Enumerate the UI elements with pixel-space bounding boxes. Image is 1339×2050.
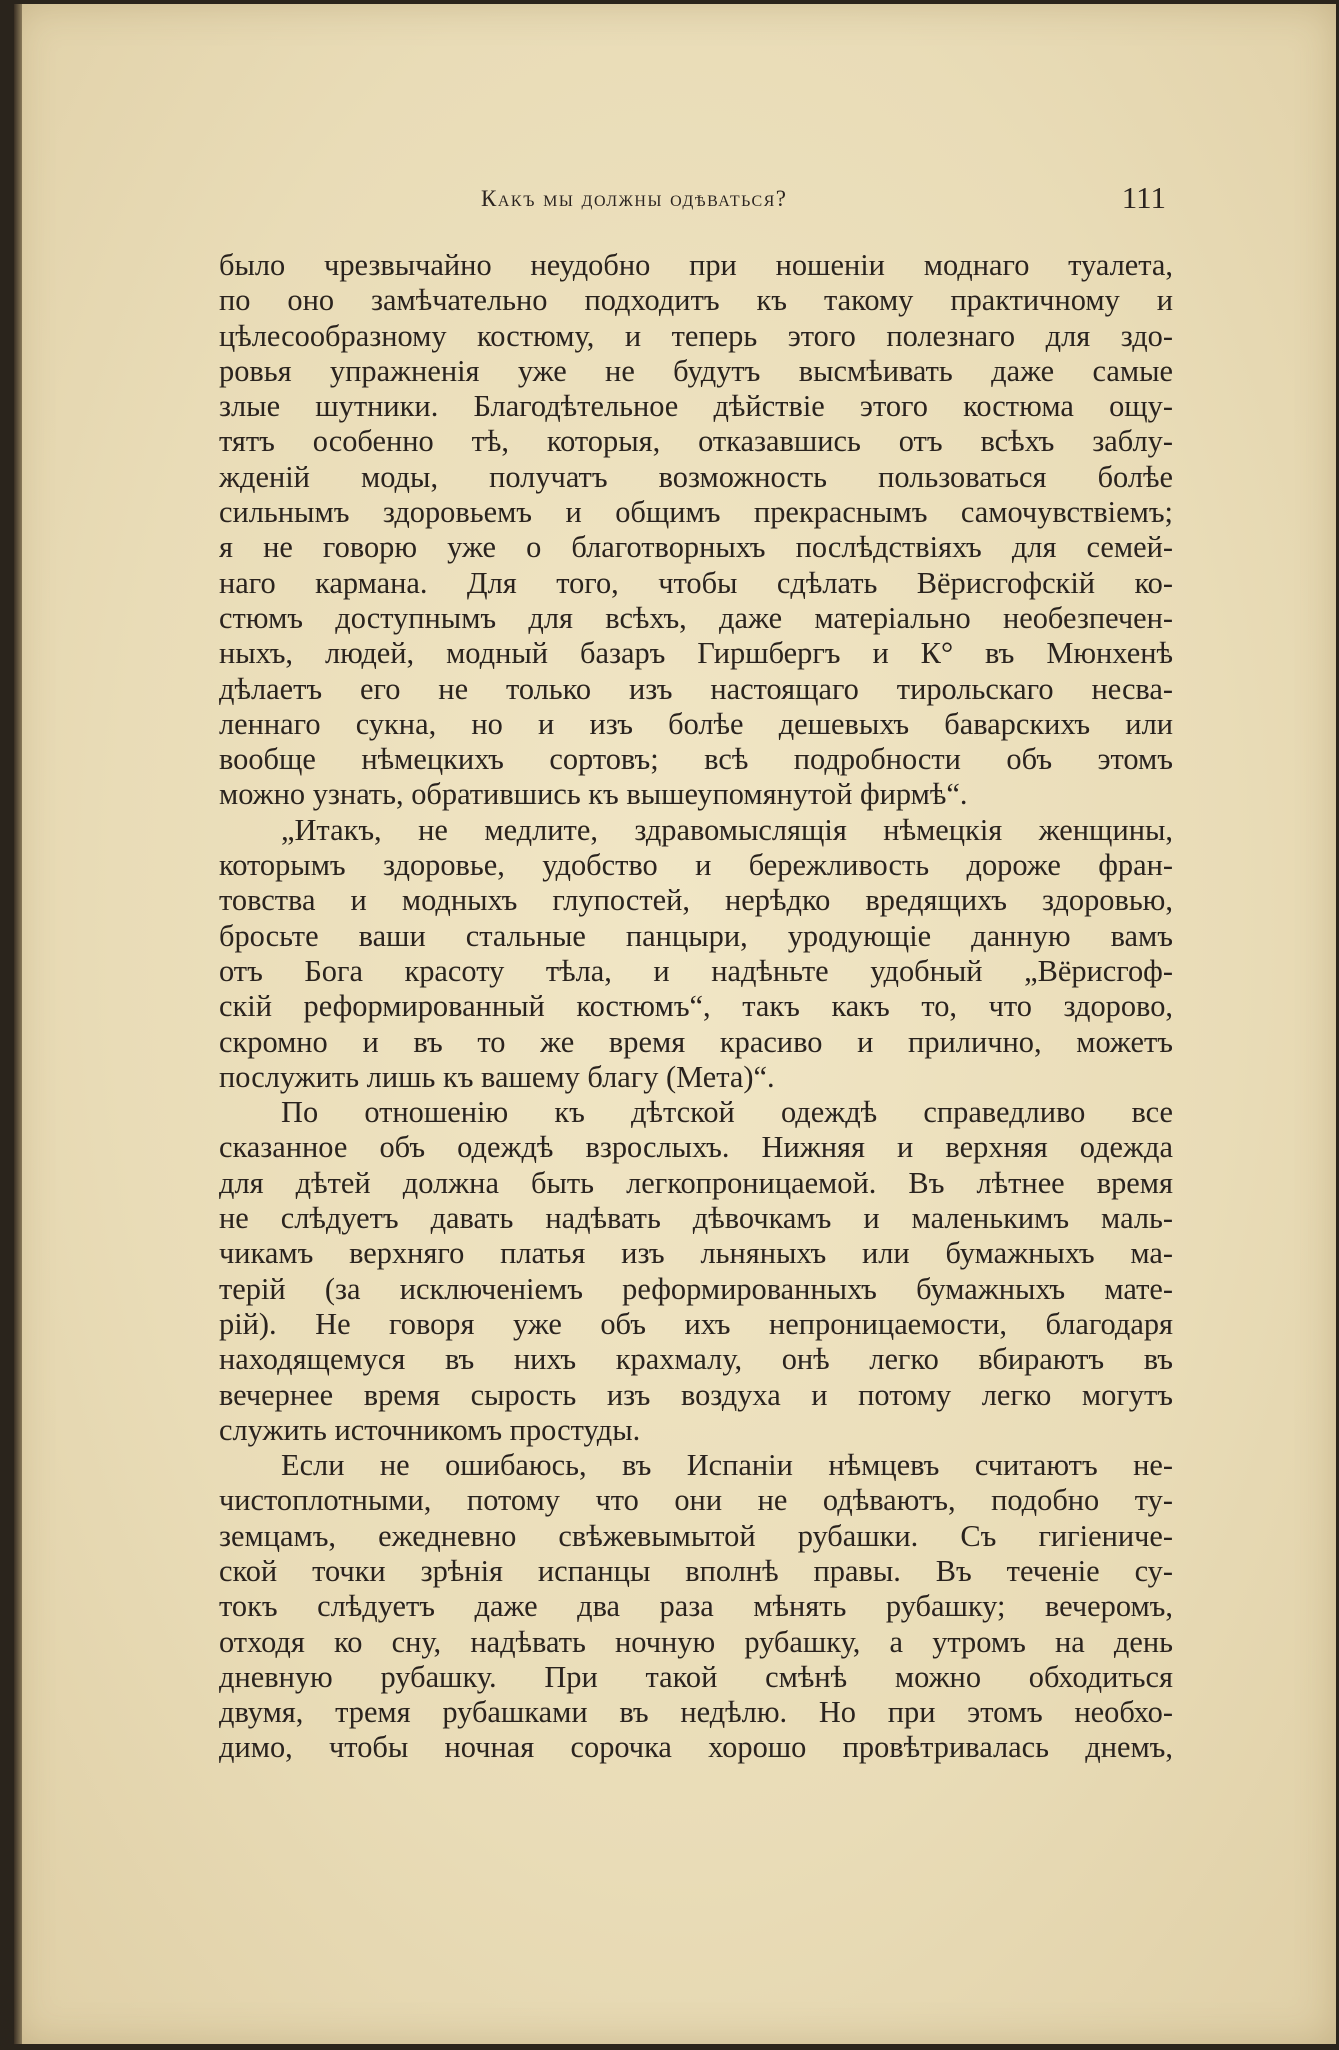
text-line: отъ Бога красоту тѣла, и надѣньте удобный „Вёрисгоф-	[219, 953, 1173, 988]
text-line: ской точки зрѣнія испанцы вполнѣ правы. Въ теченіе су-	[219, 1553, 1173, 1588]
body-text	[219, 248, 1173, 1766]
text-line: земцамъ, ежедневно свѣжевымытой рубашки. Съ гигіениче-	[219, 1518, 1173, 1553]
text-line: „Итакъ, не медлите, здравомыслящія нѣмецкія женщины,	[281, 812, 1173, 847]
page-spine-edge	[14, 4, 22, 2044]
text-line: димо, чтобы ночная сорочка хорошо провѣтривалась днемъ,	[219, 1730, 1173, 1765]
text-line: сказанное объ одеждѣ взрослыхъ. Нижняя и верхняя одежда	[219, 1130, 1173, 1165]
running-title: Какъ мы должны одѣваться?	[481, 186, 788, 211]
text-line: рій). Не говоря уже объ ихъ непроницаемости, благодаря	[219, 1306, 1173, 1341]
text-line: находящемуся въ нихъ крахмалу, онѣ легко вбираютъ въ	[219, 1342, 1173, 1377]
text-line: чикамъ верхняго платья изъ льняныхъ или бумажныхъ ма-	[219, 1236, 1173, 1271]
text-line: можно узнать, обратившись къ вышеупомянутой фирмѣ“.	[219, 777, 968, 812]
text-line: бросьте ваши стальные панцыри, уродующіе данную вамъ	[219, 918, 1173, 953]
text-line: жденій моды, получатъ возможность пользоваться болѣе	[219, 459, 1173, 494]
text-line: послужить лишь къ вашему благу (Мета)“.	[219, 1059, 775, 1094]
text-line: По отношенію къ дѣтской одеждѣ справедливо все	[281, 1095, 1173, 1130]
text-line: сильнымъ здоровьемъ и общимъ прекраснымъ самочувствіемъ;	[219, 495, 1173, 530]
text-line: злые шутники. Благодѣтельное дѣйствіе этого костюма ощу-	[219, 389, 1173, 424]
text-line: которымъ здоровье, удобство и бережливость дороже фран-	[219, 848, 1173, 883]
text-line: скій реформированный костюмъ“, такъ какъ то, что здорово,	[219, 989, 1173, 1024]
text-line: дневную рубашку. При такой смѣнѣ можно обходиться	[219, 1659, 1173, 1694]
text-line: товства и модныхъ глупостей, нерѣдко вредящихъ здоровью,	[219, 883, 1173, 918]
text-line: по оно замѣчательно подходитъ къ такому практичному и	[219, 283, 1173, 318]
text-line: ныхъ, людей, модный базаръ Гиршбергъ и К° въ Мюнхенѣ	[219, 636, 1173, 671]
page-number: 111	[1121, 180, 1166, 215]
text-line: стюмъ доступнымъ для всѣхъ, даже матеріально необезпечен-	[219, 600, 1173, 635]
text-line: тятъ особенно тѣ, которыя, отказавшись отъ всѣхъ заблу-	[219, 424, 1173, 459]
page-header	[219, 180, 1166, 224]
text-line: не слѣдуетъ давать надѣвать дѣвочкамъ и маленькимъ маль-	[219, 1201, 1173, 1236]
text-line: Если не ошибаюсь, въ Испаніи нѣмцевъ считаютъ не-	[281, 1448, 1173, 1483]
text-line: вообще нѣмецкихъ сортовъ; всѣ подробности объ этомъ	[219, 742, 1173, 777]
text-line: было чрезвычайно неудобно при ношеніи моднаго туалета,	[219, 248, 1173, 282]
text-line: для дѣтей должна быть легкопроницаемой. Въ лѣтнее время	[219, 1165, 1173, 1200]
text-line: леннаго сукна, но и изъ болѣе дешевыхъ баварскихъ или	[219, 706, 1173, 741]
text-line: дѣлаетъ его не только изъ настоящаго тирольскаго несва-	[219, 671, 1173, 706]
text-line: я не говорю уже о благотворныхъ послѣдствіяхъ для семей-	[219, 530, 1173, 565]
text-line: отходя ко сну, надѣвать ночную рубашку, а утромъ на день	[219, 1624, 1173, 1659]
text-line: ровья упражненія уже не будутъ высмѣивать даже самые	[219, 353, 1173, 388]
text-line: служить источникомъ простуды.	[219, 1412, 641, 1447]
text-line: цѣлесообразному костюму, и теперь этого полезнаго для здо-	[219, 318, 1173, 353]
text-line: скромно и въ то же время красиво и прилично, можетъ	[219, 1024, 1173, 1059]
book-page	[14, 4, 1336, 2044]
text-line: вечернее время сырость изъ воздуха и потому легко могутъ	[219, 1377, 1173, 1412]
text-line: чистоплотными, потому что они не одѣваютъ, подобно ту-	[219, 1483, 1173, 1518]
text-line: двумя, тремя рубашками въ недѣлю. Но при этомъ необхо-	[219, 1695, 1173, 1730]
text-line: токъ слѣдуетъ даже два раза мѣнять рубашку; вечеромъ,	[219, 1589, 1173, 1624]
text-line: наго кармана. Для того, чтобы сдѣлать Вёрисгофскій ко-	[219, 565, 1173, 600]
text-line: терій (за исключеніемъ реформированныхъ бумажныхъ мате-	[219, 1271, 1173, 1306]
